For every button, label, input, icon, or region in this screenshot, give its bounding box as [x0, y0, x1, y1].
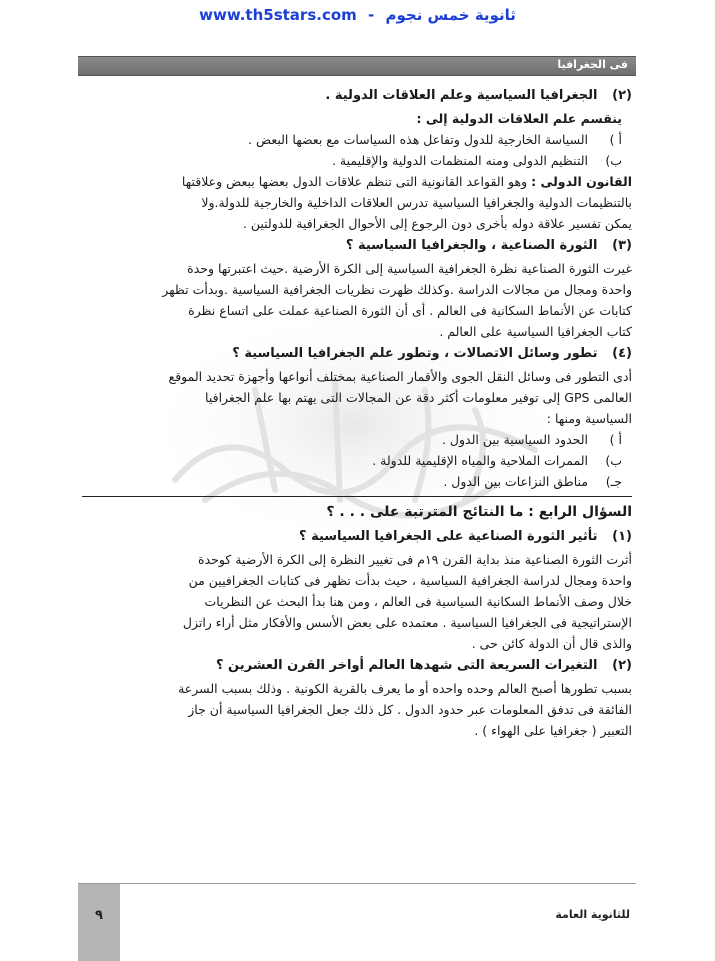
footer-label: للثانوية العامة — [555, 908, 630, 921]
r1-line-3: خلال وصف الأنماط السكانية السياسية فى العالم ، ومن هنا بدأ البحث عن النظريات — [204, 594, 632, 609]
site-header[interactable] — [0, 6, 715, 24]
site-url[interactable]: www.th5stars.com — [199, 6, 357, 24]
q4-heading — [82, 342, 632, 366]
q4-item-text: مناطق النزاعات بين الدول . — [443, 474, 589, 489]
q3-number: (٣) — [612, 238, 632, 253]
r1-line-1: أثرت الثورة الصناعية منذ بداية القرن ١٩م فى تغيير النظرة إلى الكرة الأرضية كوحدة — [198, 552, 632, 567]
document-content — [82, 84, 632, 741]
q2-divided: ينقسم علم العلاقات الدولية إلى : — [416, 111, 622, 126]
q2-title: الجغرافيا السياسية وعلم العلاقات الدولية . — [325, 88, 598, 103]
r2-line-1: بسبب تطورها أصبح العالم وحده واحده أو ما يعرف بالقرية الكونية . وذلك بسبب السرعة — [178, 681, 632, 696]
q4-line-1: أدى التطور فى وسائل النقل الجوى والأقمار الصناعية بمختلف أنواعها وأجهزة تحديد الموقع — [168, 369, 632, 384]
q2-item-b — [82, 150, 632, 171]
fourth-question-heading: السؤال الرابع : ما النتائج المترتبة على . . . ؟ — [326, 504, 632, 520]
section-divider — [82, 496, 632, 497]
r2-heading — [82, 654, 632, 678]
section-label: فى الجغرافيا — [557, 58, 628, 71]
r1-line-5: والذى قال أن الدولة كائن حى . — [471, 636, 632, 651]
q4-item — [82, 429, 632, 450]
q3-line-1: غيرت الثورة الصناعية نظرة الجغرافية السياسية إلى الكرة الأرضية .حيث اعتبرتها وحدة — [187, 261, 632, 276]
q4-title: تطور وسائل الاتصالات ، وتطور علم الجغرافيا السياسية ؟ — [232, 346, 598, 361]
site-separator: - — [368, 6, 375, 24]
q4-item-text: الحدود السياسية بين الدول . — [441, 432, 589, 447]
r1-heading — [82, 525, 632, 549]
q2-item-a — [82, 129, 632, 150]
q2-number: (٢) — [612, 88, 632, 103]
r1-line-2: واحدة ومجال لدراسة الجغرافية السياسية ، حيث بدأت تظهر فى كتابات الجغرافيين من — [188, 573, 632, 588]
q3-line-2: واحدة ومجال من مجالات الدراسة .وكذلك ظهرت نظريات الجغرافية السياسية .وبدأت تظهر — [162, 282, 632, 297]
site-name: ثانوية خمس نجوم — [385, 6, 516, 24]
q4-item-label: جـ) — [605, 474, 622, 489]
r1-title: تأثير الثورة الصناعية على الجغرافيا السياسية ؟ — [299, 529, 598, 544]
r1-line-4: الإستراتيجية فى الجغرافيا السياسية . معتمده على بعض الأسس والأفكار مثل أراء راتزل — [182, 615, 632, 630]
q2-law-term: القانون الدولى : — [531, 174, 632, 189]
q4-item — [82, 471, 632, 492]
r2-number: (٢) — [612, 658, 632, 673]
q2-item-b-label: ب) — [605, 153, 622, 168]
r2-line-3: التعبير ( جغرافيا على الهواء ) . — [474, 723, 632, 738]
q4-item-label: أ ) — [609, 432, 622, 447]
q4-line-3: السياسية ومنها : — [546, 411, 632, 426]
q4-item — [82, 450, 632, 471]
q3-line-3: كتابات عن الأنماط السكانية فى العالم . أى أن الثورة الصناعية عملت على اتساع نظرة — [188, 303, 632, 318]
page-number-box — [78, 884, 120, 961]
q2-law-line-2: بالتنظيمات الدولية والجغرافيا السياسية تدرس العلاقات الداخلية والخارجية للدولة.ولا — [201, 195, 632, 210]
q2-item-b-text: التنظيم الدولى ومنه المنظمات الدولية والإقليمية . — [331, 153, 589, 168]
page-footer — [78, 883, 636, 961]
q3-heading — [82, 234, 632, 258]
r1-number: (١) — [612, 529, 632, 544]
q2-law-line-1 — [82, 171, 632, 192]
q3-line-4: كتاب الجغرافيا السياسية على العالم . — [439, 324, 632, 339]
q4-line-2: العالمى GPS إلى توفير معلومات أكثر دقة عن المجالات التى يهتم بها علم الجغرافيا — [205, 390, 632, 405]
page-number: ٩ — [95, 908, 103, 923]
q4-item-text: الممرات الملاحية والمياه الإقليمية للدولة . — [372, 453, 589, 468]
q2-law-line-3: يمكن تفسير علاقة دوله بأخرى دون الرجوع إلى الأحوال الجغرافية للدولتين . — [242, 216, 632, 231]
q4-number: (٤) — [612, 346, 632, 361]
q2-heading — [82, 84, 632, 108]
q4-item-label: ب) — [605, 453, 622, 468]
r2-title: التغيرات السريعة التى شهدها العالم أواخر القرن العشرين ؟ — [215, 658, 598, 673]
r2-line-2: الفائقة فى تدفق المعلومات عبر حدود الدول . كل ذلك جعل الجغرافيا السياسية أن جاز — [188, 702, 632, 717]
q2-item-a-text: السياسة الخارجية للدول وتفاعل هذه السياسات مع بعضها البعض . — [248, 132, 589, 147]
q3-title: الثورة الصناعية ، والجغرافيا السياسية ؟ — [345, 238, 598, 253]
section-bar — [78, 56, 636, 76]
q2-law-line-1-text: وهو القواعد القانونية التى تنظم علاقات الدول بعضها ببعض وعلاقتها — [181, 174, 528, 189]
q2-item-a-label: أ ) — [609, 132, 622, 147]
